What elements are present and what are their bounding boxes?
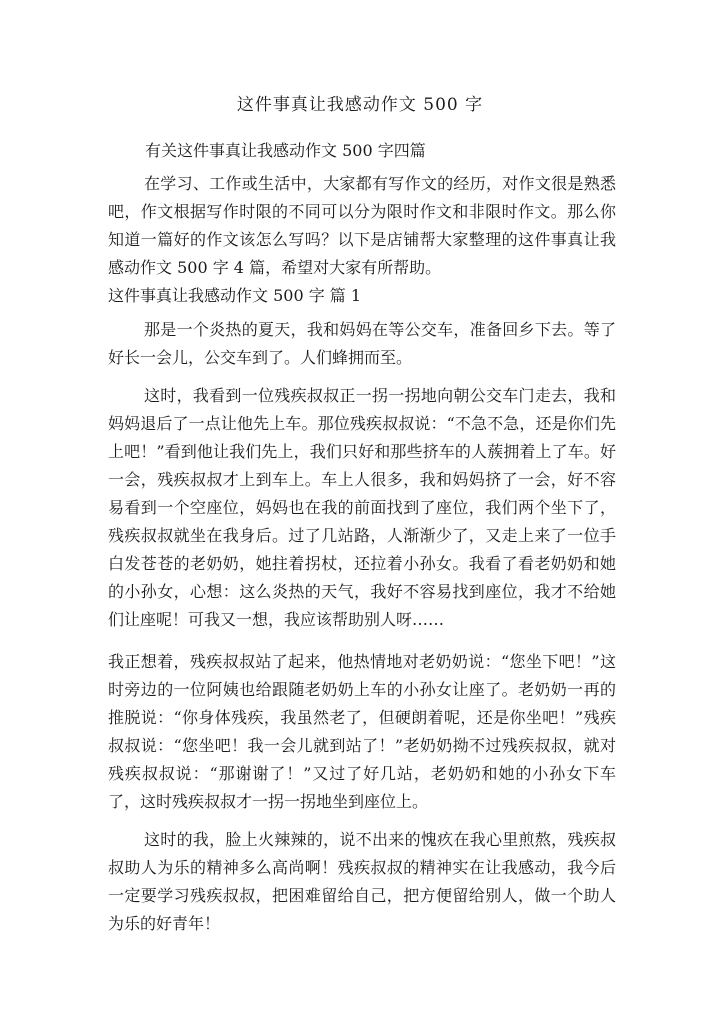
- intro-paragraph: 在学习、工作或生活中，大家都有写作文的经历，对作文很是熟悉吧，作文根据写作时限的不同可以分为限时作文和非限时作文。那么你知道一篇好的作文该怎么写吗？以下是店铺帮大家整理的这件事真让我感动作文 500 字 4 篇，希望对大家有所帮助。: [108, 174, 616, 277]
- body-paragraph-2: 这时，我看到一位残疾叔叔正一拐一拐地向朝公交车门走去，我和妈妈退后了一点让他先上车。那位残疾叔叔说：“不急不急，还是你们先上吧！”看到他让我们先上，我们只好和那些挤车的人蔟拥着上了车。好一会，残疾叔叔才上到车上。车上人很多，我和妈妈挤了一会，好不容易看到一个空座位，妈妈也在我的前面找到了座位，我们两个坐下了，残疾叔叔就坐在我身后。过了几站路，人渐渐少了，又走上来了一位手白发苍苍的老奶奶，她拄着拐杖，还拉着小孙女。我看了看老奶奶和她的小孙女，心想：这么炎热的天气，我好不容易找到座位，我才不给她们让座呢！可我又一想，我应该帮助别人呀……: [108, 386, 616, 629]
- document-title: 这件事真让我感动作文 500 字: [236, 95, 484, 115]
- document-subtitle: 有关这件事真让我感动作文 500 字四篇: [145, 141, 426, 160]
- body-paragraph-4: 这时的我，脸上火辣辣的，说不出来的愧疚在我心里煎熬，残疾叔叔助人为乐的精神多么高尚啊！残疾叔叔的精神实在让我感动，我今后一定要学习残疾叔叔，把困难留给自己，把方便留给别人，做一个助人为乐的好青年！: [108, 830, 616, 933]
- body-paragraph-1: 那是一个炎热的夏天，我和妈妈在等公交车，准备回乡下去。等了好长一会儿，公交车到了。人们蜂拥而至。: [108, 320, 616, 367]
- section-heading: 这件事真让我感动作文 500 字 篇 1: [108, 286, 362, 305]
- body-paragraph-3: 我正想着，残疾叔叔站了起来，他热情地对老奶奶说：“您坐下吧！”这时旁边的一位阿姨也给跟随老奶奶上车的小孙女让座了。老奶奶一再的推脱说：“你身体残疾，我虽然老了，但硬朗着呢，还是你坐吧！”残疾叔叔说：“您坐吧！我一会儿就到站了！”老奶奶拗不过残疾叔叔，就对残疾叔叔说：“那谢谢了！”又过了好几站，老奶奶和她的小孙女下车了，这时残疾叔叔才一拐一拐地坐到座位上。: [108, 652, 616, 811]
- document-body: [108, 170, 616, 938]
